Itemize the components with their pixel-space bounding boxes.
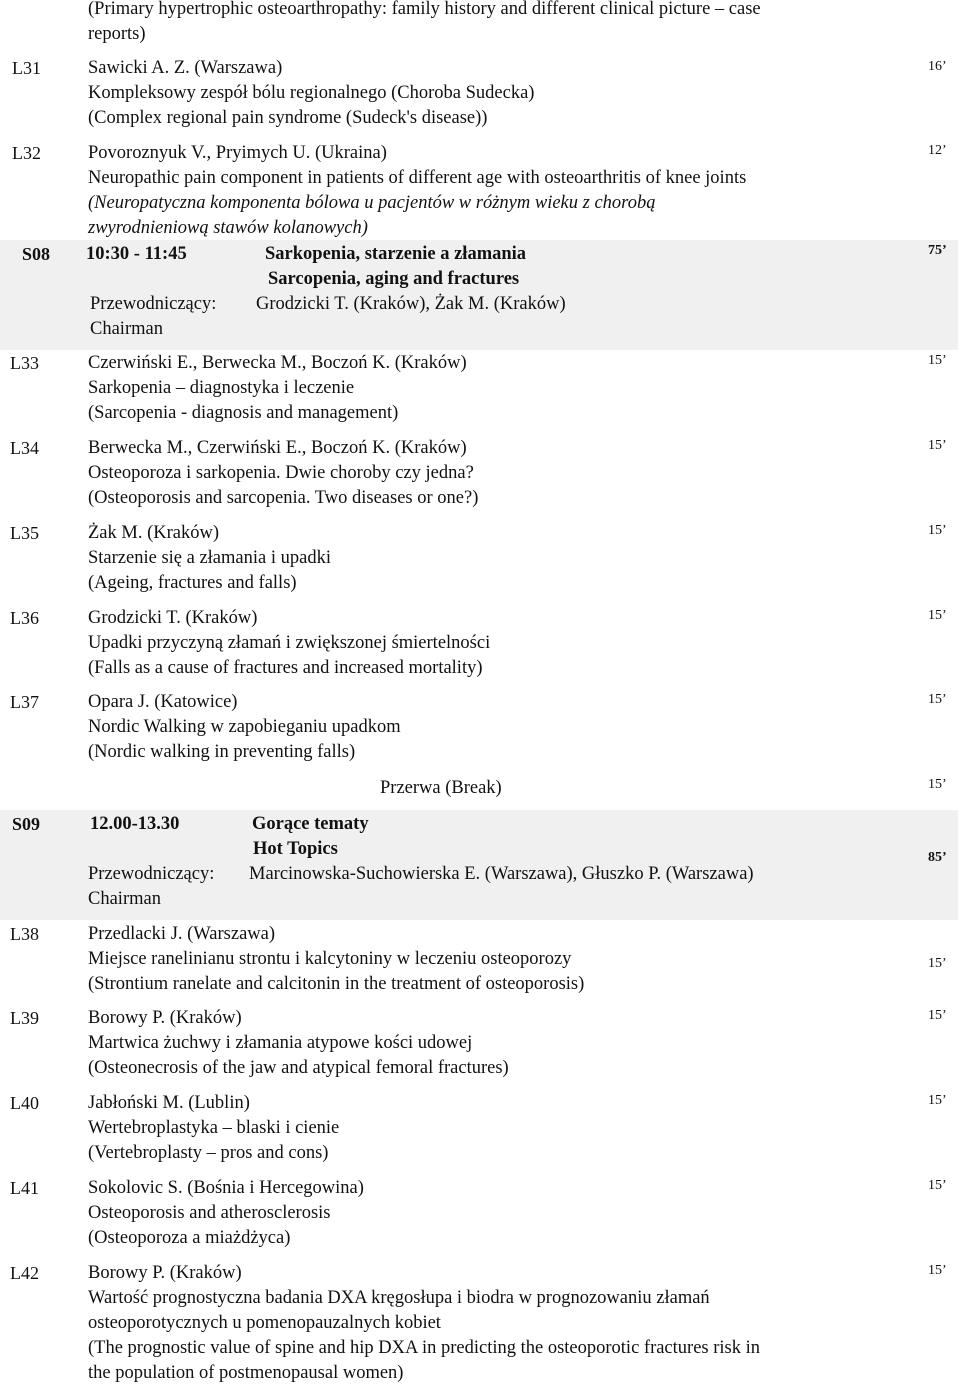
l36-duration: 15’ — [928, 608, 947, 623]
s08-chair-names: Grodzicki T. (Kraków), Żak M. (Kraków) — [256, 294, 566, 314]
s08-duration: 75’ — [928, 243, 947, 258]
s09-title-en: Hot Topics — [253, 839, 338, 859]
l33-duration: 15’ — [928, 353, 947, 368]
l42-title-en-line1: (The prognostic value of spine and hip DXA in predicting the osteoporotic fractures risk in — [88, 1338, 760, 1358]
l34-duration: 15’ — [928, 438, 947, 453]
l42-duration: 15’ — [928, 1263, 947, 1278]
l40-title-pl: Wertebroplastyka – blaski i cienie — [88, 1118, 340, 1138]
l32-duration: 12’ — [928, 143, 947, 158]
l33-title-en: (Sarcopenia - diagnosis and management) — [88, 403, 399, 423]
session-code-s09: S09 — [12, 814, 41, 834]
l38-title-en: (Strontium ranelate and calcitonin in the treatment of osteoporosis) — [88, 974, 585, 994]
l32-title-en: Neuropathic pain component in patients of different age with osteoarthritis of knee joints — [88, 168, 747, 188]
l37-authors: Opara J. (Katowice) — [88, 692, 238, 712]
l42-title-en-line2: the population of postmenopausal women) — [88, 1363, 404, 1383]
break-label: Przerwa (Break) — [380, 778, 502, 798]
lecture-code-l32: L32 — [12, 143, 41, 163]
l36-authors: Grodzicki T. (Kraków) — [88, 608, 258, 628]
l34-title-en: (Osteoporosis and sarcopenia. Two diseases or one?) — [88, 488, 479, 508]
lecture-code-l34: L34 — [10, 438, 39, 458]
s09-duration: 85’ — [928, 850, 947, 865]
l32-title-pl-line2: zwyrodnieniową stawów kolanowych) — [88, 218, 368, 238]
l42-title-pl-line1: Wartość prognostyczna badania DXA kręgosłupa i biodra w prognozowaniu złamań — [88, 1288, 710, 1308]
l39-duration: 15’ — [928, 1008, 947, 1023]
l41-title-pl: (Osteoporoza a miażdżyca) — [88, 1228, 291, 1248]
s08-title-en: Sarcopenia, aging and fractures — [268, 269, 520, 289]
lecture-code-l33: L33 — [10, 353, 39, 373]
l34-authors: Berwecka M., Czerwiński E., Boczoń K. (Kraków) — [88, 438, 467, 458]
l35-title-pl: Starzenie się a złamania i upadki — [88, 548, 331, 568]
s08-time: 10:30 - 11:45 — [86, 244, 187, 264]
l35-duration: 15’ — [928, 523, 947, 538]
l34-title-pl: Osteoporoza i sarkopenia. Dwie choroby czy jedna? — [88, 463, 474, 483]
prev-title-en-line2: reports) — [88, 24, 146, 44]
l36-title-pl: Upadki przyczyną złamań i zwiększonej śmiertelności — [88, 633, 491, 653]
l42-authors: Borowy P. (Kraków) — [88, 1263, 242, 1283]
lecture-code-l42: L42 — [10, 1263, 39, 1283]
l38-title-pl: Miejsce ranelinianu strontu i kalcytoniny w leczeniu osteoporozy — [88, 949, 572, 969]
l37-duration: 15’ — [928, 692, 947, 707]
l31-duration: 16’ — [928, 59, 947, 74]
s09-chair-names: Marcinowska-Suchowierska E. (Warszawa), Głuszko P. (Warszawa) — [249, 864, 754, 884]
l31-title-pl: Kompleksowy zespół bólu regionalnego (Choroba Sudecka) — [88, 83, 535, 103]
lecture-code-l35: L35 — [10, 523, 39, 543]
s09-time: 12.00-13.30 — [90, 814, 180, 834]
s09-title-pl: Gorące tematy — [252, 814, 369, 834]
lecture-code-l31: L31 — [12, 58, 41, 78]
s08-chair-label: Przewodniczący: — [90, 294, 217, 314]
l39-title-en: (Osteonecrosis of the jaw and atypical femoral fractures) — [88, 1058, 509, 1078]
l35-title-en: (Ageing, fractures and falls) — [88, 573, 297, 593]
l31-authors: Sawicki A. Z. (Warszawa) — [88, 58, 283, 78]
l40-title-en: (Vertebroplasty – pros and cons) — [88, 1143, 329, 1163]
l41-authors: Sokolovic S. (Bośnia i Hercegowina) — [88, 1178, 364, 1198]
l38-authors: Przedlacki J. (Warszawa) — [88, 924, 276, 944]
l40-duration: 15’ — [928, 1093, 947, 1108]
l39-title-pl: Martwica żuchwy i złamania atypowe kości udowej — [88, 1033, 473, 1053]
l33-title-pl: Sarkopenia – diagnostyka i leczenie — [88, 378, 355, 398]
lecture-code-l40: L40 — [10, 1093, 39, 1113]
s08-title-pl: Sarkopenia, starzenie a złamania — [265, 244, 527, 264]
lecture-code-l38: L38 — [10, 924, 39, 944]
lecture-code-l36: L36 — [10, 608, 39, 628]
break-duration: 15’ — [928, 777, 947, 792]
session-code-s08: S08 — [22, 244, 51, 264]
l32-title-pl-line1: (Neuropatyczna komponenta bólowa u pacjentów w różnym wieku z chorobą — [88, 193, 656, 213]
l31-title-en: (Complex regional pain syndrome (Sudeck's disease)) — [88, 108, 488, 128]
l32-authors: Povoroznyuk V., Pryimych U. (Ukraina) — [88, 143, 387, 163]
l39-authors: Borowy P. (Kraków) — [88, 1008, 242, 1028]
lecture-code-l37: L37 — [10, 692, 39, 712]
l33-authors: Czerwiński E., Berwecka M., Boczoń K. (Kraków) — [88, 353, 467, 373]
prev-title-en-line1: (Primary hypertrophic osteoarthropathy: family history and different clinical picture – case — [88, 0, 761, 19]
s08-chair-en: Chairman — [90, 319, 163, 339]
l40-authors: Jabłoński M. (Lublin) — [88, 1093, 250, 1113]
s09-chair-en: Chairman — [88, 889, 161, 909]
l37-title-en: (Nordic walking in preventing falls) — [88, 742, 356, 762]
l38-duration: 15’ — [928, 956, 947, 971]
lecture-code-l41: L41 — [10, 1178, 39, 1198]
l42-title-pl-line2: osteoporotycznych u pomenopauzalnych kobiet — [88, 1313, 441, 1333]
l41-title-en: Osteoporosis and atherosclerosis — [88, 1203, 331, 1223]
lecture-code-l39: L39 — [10, 1008, 39, 1028]
l35-authors: Żak M. (Kraków) — [88, 523, 219, 543]
l37-title-pl: Nordic Walking w zapobieganiu upadkom — [88, 717, 401, 737]
l36-title-en: (Falls as a cause of fractures and increased mortality) — [88, 658, 483, 678]
l41-duration: 15’ — [928, 1178, 947, 1193]
s09-chair-label: Przewodniczący: — [88, 864, 215, 884]
